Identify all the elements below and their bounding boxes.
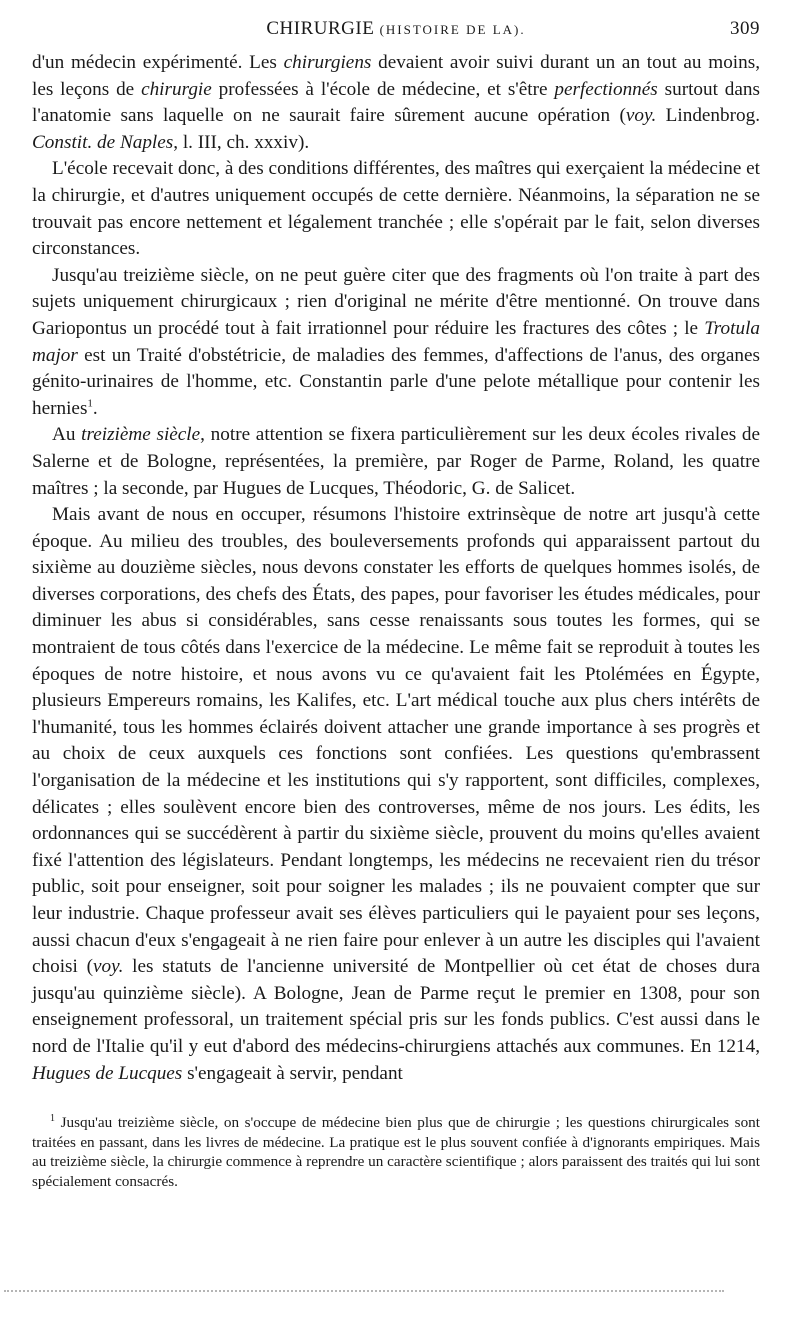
text-run: surtout dans l'anatomie sans laquelle on ne saurait faire sûrement aucune opération ( <box>32 78 760 127</box>
text-run: professées à l'école de médecine, et s'être <box>211 78 555 100</box>
italic-run: Constit. de Naples <box>32 131 174 153</box>
italic-run: perfectionnés <box>554 78 658 100</box>
running-header <box>32 18 760 48</box>
italic-run: Hugues de Lucques <box>32 1062 183 1084</box>
running-title <box>266 18 525 40</box>
footnote-ref: 1 <box>87 397 93 410</box>
text-run: , l. III, ch. xxxiv). <box>173 131 310 153</box>
italic-run: Trotula major <box>32 317 760 366</box>
text-run: d'un médecin expérimenté. Les <box>32 52 284 73</box>
paragraph-1 <box>32 50 760 156</box>
paragraph-5 <box>32 502 760 1087</box>
document-page <box>32 18 760 1318</box>
text-run: Lindenbrog. <box>656 105 760 127</box>
italic-run: chirurgie <box>141 78 212 100</box>
footnote-1 <box>32 1113 760 1191</box>
body-text <box>32 50 760 1087</box>
text-run: . <box>92 397 98 419</box>
text-run: , notre attention se fixera particulièrement sur les deux écoles rivales de Salerne et de Bologne, représentées, la première, par Roger de Parme, Roland, les quatre maîtres ; la seconde, par Hugues de Lucques, Théodoric, G. de Salicet. <box>32 424 760 499</box>
paragraph-2: L'école recevait donc, à des conditions différentes, des maîtres qui exerçaient la médecine et la chirurgie, et d'autres uniquement occupés de cette dernière. Néanmoins, la séparation ne se trouvait pas encore nettement et légalement tranchée ; elle s'opérait par le fait, selon diverses circonstances. <box>32 158 760 260</box>
text-run: est un Traité d'obstétricie, de maladies des femmes, d'affections de l'anus, des organes génito-urinaires de l'homme, etc. Constantin parle d'une pelote métallique pour contenir les hernies <box>32 344 760 419</box>
header-title-main: CHIRURGIE <box>266 18 375 39</box>
paragraph-3 <box>32 263 760 423</box>
text-run: devaient avoir suivi durant un an tout au moins, les leçons de <box>32 52 760 100</box>
page-number: 309 <box>730 18 760 39</box>
text-run: Jusqu'au treizième siècle, on ne peut guère citer que des fragments où l'on traite à part des sujets uniquement chirurgicaux ; rien d'original ne mérite d'être mentionné. On trouve dans Gariopontus un procédé tout à fait irrationnel pour réduire les fractures des côtes ; le <box>32 264 760 339</box>
italic-run: voy. <box>625 105 657 127</box>
italic-run: voy. <box>93 956 124 978</box>
header-title-sub: (HISTOIRE DE LA). <box>379 22 526 37</box>
italic-run: treizième siècle <box>81 424 201 446</box>
footnotes <box>32 1113 760 1191</box>
italic-run: chirurgiens <box>283 52 372 73</box>
text-run: Au <box>52 424 82 446</box>
footnote-marker: 1 <box>50 1113 55 1125</box>
text-run: les statuts de l'ancienne université de Montpellier où cet état de choses dura jusqu'au quinzième siècle). A Bologne, Jean de Parme reçut le premier en 1308, pour son enseignement professoral, un traitement spécial pris sur les fonds publics. C'est aussi dans le nord de l'Italie qu'il y eut d'abord des médecins-chirurgiens attachés aux communes. En 1214, <box>32 956 760 1057</box>
text-run: Mais avant de nous en occuper, résumons l'histoire extrinsèque de notre art jusqu'à cette époque. Au milieu des troubles, des bouleversements profonds qui apparaissent partout du sixième au douzième siècles, nous devons constater les efforts de quelques hommes isolés, de diverses corporations, des chefs des États, des papes, pour favoriser les études médicales, pour diminuer les abus si considérables, sans cesse renaissants sous toutes les formes, qui se montraient de tous côtés dans l'exercice de la médecine. Le même fait se reproduit à toutes les époques de notre histoire, et nous avons vu ce qu'avaient fait les Ptolémées en Égypte, plusieurs Empereurs romains, les Kalifes, etc. L'art médical touche aux plus chers intérêts de l'humanité, tous les hommes éclairés doivent attacher une grande importance à ses progrès et au choix de ceux auxquels ces fonctions sont confiées. Les questions qu'embrassent l'organisation de la médecine et les institutions qui s'y rapportent, sont difficiles, complexes, délicates ; elles soulèvent encore bien des controverses, même de nos jours. Les édits, les ordonnances qui se succédèrent à partir du sixième siècle, prouvent du moins qu'elles avaient fixé l'attention des législateurs. Pendant longtemps, les médecins ne recevaient rien du trésor public, soit pour enseigner, soit pour soigner les malades ; ils ne pouvaient compter que sur leur industrie. Chaque professeur avait ses élèves particuliers qui le payaient pour ses leçons, aussi chacun d'eux s'engageait à ne rien faire pour enlever à un autre les disciples qui l'avaient choisi ( <box>32 504 760 978</box>
paragraph-4 <box>32 422 760 502</box>
footnote-text: Jusqu'au treizième siècle, on s'occupe de médecine bien plus que de chirurgie ; les questions chirurgicales sont traitées en passant, dans les livres de médecine. La pratique est le plus souvent confiée à d'ignorants empiriques. Mais au treizième siècle, la chirurgie commence à reprendre un caractère scientifique ; alors paraissent des traités qui lui sont spécialement consacrés. <box>32 1114 760 1190</box>
bleed-through-line <box>4 1290 724 1292</box>
text-run: s'engageait à servir, pendant <box>182 1062 403 1084</box>
